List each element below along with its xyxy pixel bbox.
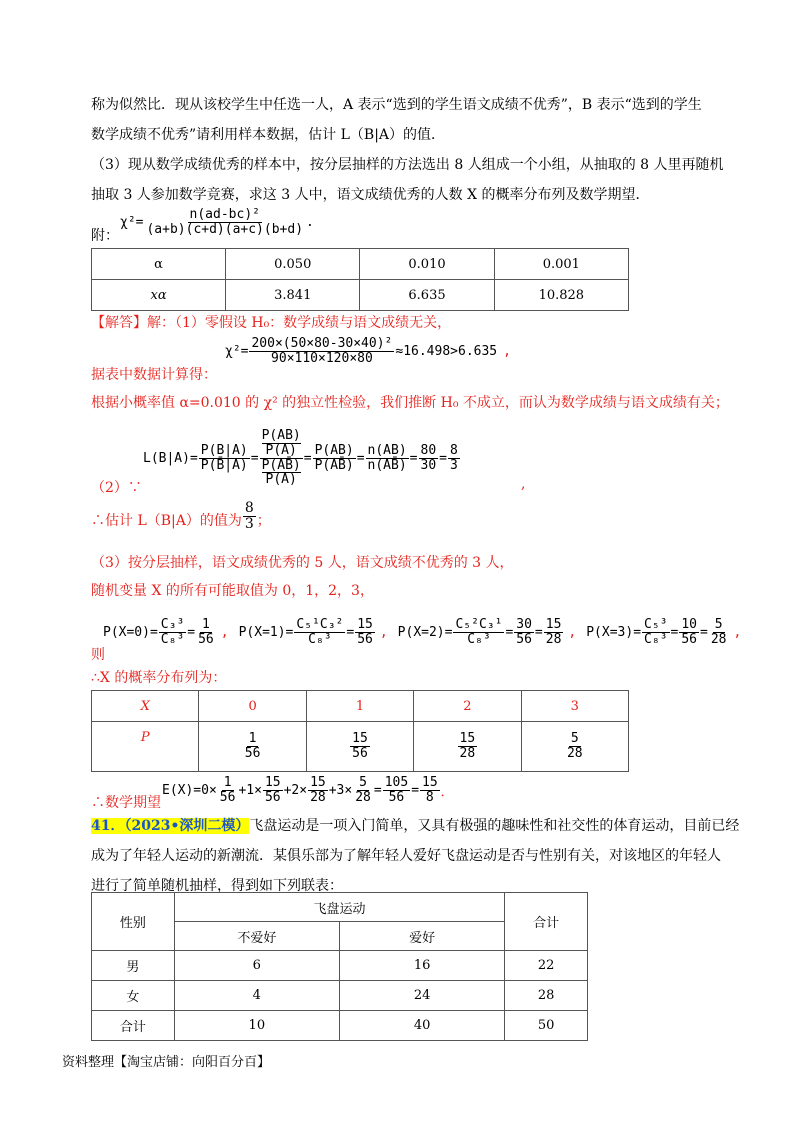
frac-den: 28 [459, 746, 476, 761]
part3-line-2: 随机变量 X 的所有可能取值为 0，1，2，3， [91, 583, 374, 599]
frac-num: 15 [264, 774, 281, 790]
frac-den: C₈³ [467, 631, 491, 647]
frac-den: 56 [388, 789, 405, 805]
appendix-label: 附： [91, 228, 119, 244]
frac-num: P(B|A) [200, 442, 248, 458]
frac-num: C₅¹C₃² [296, 616, 344, 632]
prob-x3: P(X=3)= $\frac{\text{C₅³}}{\text{C₈³}}$ = $\frac{10}{56}$ = $\frac{5}{28}$ , [586, 616, 742, 647]
dist-x-value: 2 [414, 691, 521, 722]
dist-p-value [414, 722, 521, 772]
critical-value: 10.828 [494, 280, 628, 311]
dist-x-value: 0 [199, 691, 306, 722]
alpha-value: 0.001 [494, 249, 628, 280]
estimate-prefix: ∴估计 L（B|A）的值为 [91, 513, 242, 530]
footer-source: 资料整理【淘宝店铺：向阳百分百】 [62, 1055, 271, 1070]
frac-den: 8 [425, 789, 434, 805]
intro-line-2: 数学成绩不优秀”请利用样本数据，估计 L（B|A）的值． [91, 127, 446, 143]
chi-lhs: χ²= [120, 214, 144, 230]
q41-line-3: 进行了简单随机抽样，得到如下列联表： [91, 878, 343, 894]
part3-line-1: （3）按分层抽样，语文成绩优秀的 5 人，语文成绩不优秀的 3 人， [91, 555, 514, 571]
frac-num: 1 [223, 774, 232, 790]
prob-x1: P(X=1)= $\frac{\text{C₅¹C₃²}}{\text{C₈³}}$ = $\frac{15}{56}$ , [238, 616, 388, 647]
estimate-tail: ； [256, 513, 271, 530]
header-gender: 性别 [92, 893, 175, 951]
frac-den: P(AB̄) [314, 457, 354, 473]
critical-value: 3.841 [226, 280, 360, 311]
frac-num: C₅³ [644, 616, 668, 632]
frac-num: 5 [359, 774, 367, 790]
cell: 50 [505, 1011, 588, 1041]
frac-num: 10 [681, 616, 697, 632]
q41-number-tag: 41．（2023•深圳二模） [91, 818, 250, 834]
alpha-value: 0.010 [360, 249, 494, 280]
frac-den: P(B̄|A) [200, 457, 248, 473]
x-alpha-label: xα [92, 280, 226, 311]
frac-den: 56 [244, 746, 261, 761]
chi-calculation [225, 337, 511, 365]
conclusion-line: 根据小概率值 α=0.010 的 χ² 的独立性检验，我们推断 H₀ 不成立，而认为数学成绩与语文成绩有关； [91, 395, 729, 411]
frac-num: 15 [545, 616, 562, 632]
appendix-tail: . [306, 214, 314, 230]
plus-term: +1× [238, 782, 262, 798]
critical-value: 6.635 [360, 280, 494, 311]
likelihood-formula: L(B|A)= $\frac{P(B|A)}{P(B̄|A)}$ = $\frac{\frac{P(AB)}{P(A)}}{\frac{P(AB̄)}{P(A)}}$ = $\frac{P(AB)}{P(AB̄)}$ = $\frac{n(AB)}{n(AB̄)}$ = $\frac{80}{30}$ = $\frac{8}{3}$ [143, 428, 458, 488]
frac-den: 56 [198, 631, 214, 647]
frac-den: 28 [545, 631, 562, 647]
dist-x-label: X [92, 691, 199, 722]
frac-num: P(AB) [261, 428, 301, 444]
intro-line-3: （3）现从数学成绩优秀的样本中，按分层抽样的方法选出 8 人组成一个小组，从抽取的 8 人里再随机 [91, 157, 724, 173]
frac-den: 56 [352, 746, 368, 761]
cell: 6 [174, 951, 339, 981]
calc-rhs: ≈16.498>6.635 [395, 343, 498, 359]
equals: = [411, 782, 420, 798]
cell: 24 [339, 981, 504, 1011]
frac-den: 30 [420, 457, 437, 473]
frac-den: 56 [357, 631, 373, 647]
prob-lhs: P(X=0)= [103, 624, 158, 640]
q41-line-2: 成为了年轻人运动的新潮流．某俱乐部为了解年轻人爱好飞盘运动是否与性别有关，对该地区的年轻人 [91, 848, 721, 864]
calc-numerator: 200×(50×80-30×40)² [251, 336, 393, 351]
L-lhs: L(B|A)= [143, 450, 198, 466]
sep: , [568, 624, 577, 640]
dist-p-value [306, 722, 413, 772]
frac-den: 28 [566, 746, 583, 761]
expect-lhs: E(X)=0× [162, 782, 217, 798]
header-sport: 飞盘运动 [174, 893, 505, 922]
plus-term: +3× [328, 782, 353, 798]
cell: 22 [505, 951, 588, 981]
calc-tail: , [503, 343, 511, 359]
frac-den: C₈³ [160, 631, 185, 647]
q41-line-1 [91, 816, 739, 836]
estimate-line [91, 501, 271, 531]
frac-den: 3 [449, 457, 458, 473]
dist-p-value [521, 722, 628, 772]
chi-square-formula [120, 208, 314, 236]
sep: , [220, 624, 229, 640]
frac-den: 56 [264, 789, 281, 805]
frac-den: 56 [681, 631, 697, 647]
equals: = [373, 782, 382, 798]
chi-numerator: n(ad-bc)² [189, 207, 260, 222]
frac-den: 28 [310, 789, 326, 805]
frac-num: 15 [357, 616, 373, 632]
critical-value-table [91, 248, 629, 311]
expectation-formula [162, 770, 454, 810]
frac-num: 15 [459, 731, 476, 747]
frac-num: C₃³ [160, 616, 185, 632]
frac-den: 56 [516, 631, 532, 647]
row-label: 男 [92, 951, 175, 981]
frac-num: 15 [310, 774, 326, 790]
frac-num: 1 [202, 616, 210, 632]
frac-den: 3 [244, 515, 254, 532]
frac-num: 15 [352, 731, 368, 747]
plus-term: +2× [283, 782, 308, 798]
sep: , [733, 624, 742, 640]
frac-den: 28 [710, 631, 727, 647]
header-like: 爱好 [339, 922, 504, 951]
frac-num: 15 [422, 774, 438, 790]
prob-x2: P(X=2)= $\frac{\text{C₅²C₃¹}}{\text{C₈³}}$ = $\frac{30}{56}$ = $\frac{15}{28}$ , [397, 616, 577, 647]
distribution-label: ∴X 的概率分布列为： [91, 670, 227, 686]
prob-lhs: P(X=3)= [586, 624, 642, 640]
dist-x-value: 3 [521, 691, 628, 722]
frac-num: 5 [570, 731, 579, 747]
prob-lhs: P(X=1)= [238, 624, 294, 640]
frac-num: n(AB) [367, 442, 407, 458]
part2-label: （2）∵ [91, 480, 142, 496]
dist-x-value: 1 [306, 691, 413, 722]
alpha-label: α [92, 249, 226, 280]
dist-p-value [199, 722, 306, 772]
frac-num: C₅²C₃¹ [455, 616, 503, 632]
frac-den: P(A) [265, 472, 297, 488]
frac-den: C₈³ [644, 631, 668, 647]
contingency-table [91, 892, 588, 1041]
frac-den: 28 [355, 789, 371, 805]
row-label: 合计 [92, 1011, 175, 1041]
frac-num: 105 [384, 774, 409, 790]
frac-den: n(AB̄) [367, 457, 407, 473]
chi-denominator: (a+b)(c+d)(a+c)(b+d) [146, 221, 304, 237]
calc-label: 据表中数据计算得： [91, 367, 217, 383]
header-total: 合计 [505, 893, 588, 951]
frac-num: 30 [516, 616, 532, 632]
prob-lhs: P(X=2)= [397, 624, 453, 640]
cell: 40 [339, 1011, 504, 1041]
frac-num: 8 [449, 442, 458, 458]
prob-x0: P(X=0)= $\frac{\text{C₃³}}{\text{C₈³}}$ = $\frac{1}{56}$ , [103, 616, 229, 647]
frac-num: P(AB̄) [261, 457, 301, 473]
expect-tail: ． [440, 784, 454, 800]
part2-tail: , [521, 476, 526, 492]
distribution-table [91, 690, 629, 772]
row-label: 女 [92, 981, 175, 1011]
expectation-label: ∴数学期望 [91, 795, 161, 811]
dist-p-label: P [92, 722, 199, 772]
frac-den: 56 [219, 789, 236, 805]
sep: , [379, 624, 388, 640]
cell: 4 [174, 981, 339, 1011]
frac-num: 8 [244, 500, 254, 516]
q41-text: 飞盘运动是一项入门简单，又具有极强的趣味性和社交性的体育运动，目前已经 [249, 818, 740, 834]
intro-line-1: 称为似然比．现从该校学生中任选一人，A 表示“选到的学生语文成绩不优秀”，B 表示“选到的学生 [91, 97, 702, 113]
calc-lhs: χ²= [225, 343, 249, 359]
intro-line-4: 抽取 3 人参加数学竞赛，求这 3 人中，语文成绩优秀的人数 X 的概率分布列及数学期望． [91, 187, 650, 203]
probability-formulas [103, 604, 743, 660]
frac-num: 5 [714, 616, 723, 632]
cell: 10 [174, 1011, 339, 1041]
calc-denominator: 90×110×120×80 [271, 350, 373, 366]
frac-num: 1 [248, 731, 257, 747]
solution-head: 【解答】解：（1）零假设 H₀：数学成绩与语文成绩无关， [91, 315, 452, 331]
header-dislike: 不爱好 [174, 922, 339, 951]
ze-label: 则 [91, 647, 105, 663]
cell: 16 [339, 951, 504, 981]
alpha-value: 0.050 [226, 249, 360, 280]
frac-num: P(AB) [314, 442, 354, 458]
cell: 28 [505, 981, 588, 1011]
frac-den: P(A) [265, 442, 297, 458]
frac-den: C₈³ [308, 631, 332, 647]
frac-num: 80 [420, 442, 437, 458]
